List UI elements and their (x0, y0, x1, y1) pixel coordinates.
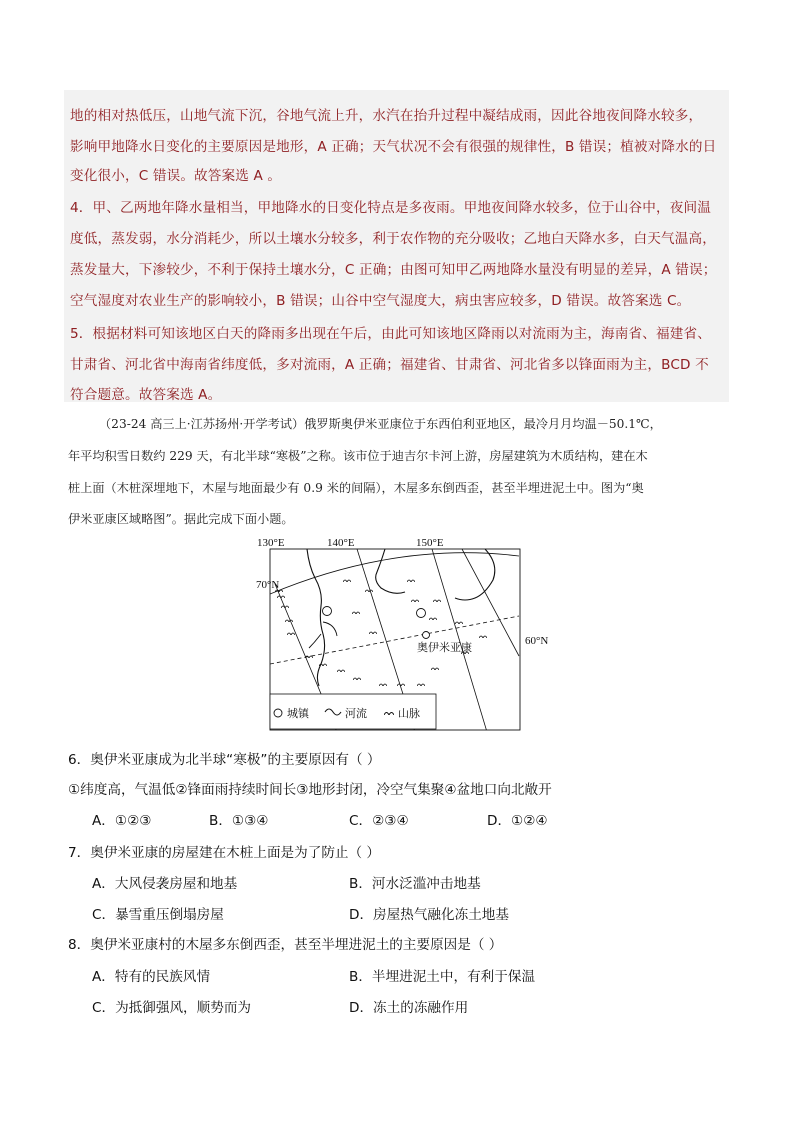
answer-line: 变化很小，C 错误。故答案选 A 。 (70, 168, 282, 184)
passage-line: 桩上面（木桩深埋地下，木屋与地面最少有 0.9 米的间隔），木屋多东倒西歪，甚至半埋进泥土中。图为“奥 (68, 481, 644, 495)
answer-line: 符合题意。故答案选 A。 (70, 387, 222, 403)
q6-option-a[interactable]: A．①②③ (92, 813, 152, 829)
answer-line: 蒸发量大，下渗较少，不利于保持土壤水分，C 正确；由图可知甲乙两地降水量没有明显的差异，A 错误； (70, 262, 717, 278)
answer-line: 5．根据材料可知该地区白天的降雨多出现在午后，由此可知该地区降雨以对流雨为主，海南省、福建省、 (70, 326, 712, 342)
legend-town-icon (274, 709, 282, 717)
answer-line: 空气湿度对农业生产的影响较小，B 错误；山谷中空气湿度大，病虫害应较多，D 错误。故答案选 C。 (70, 293, 691, 309)
q8-option-a[interactable]: A．特有的民族风情 (92, 969, 211, 985)
legend-mountain-label: 山脉 (398, 708, 420, 720)
town-marker (417, 609, 426, 618)
q7-option-a[interactable]: A．大风侵袭房屋和地基 (92, 876, 238, 892)
question-7-stem: 7．奥伊米亚康的房屋建在木桩上面是为了防止（ ） (68, 845, 381, 861)
lat-label-70n: 70°N (256, 579, 280, 591)
legend-town-label: 城镇 (287, 708, 309, 720)
answer-line: 甘肃省、河北省中海南省纬度低，多对流雨，A 正确；福建省、甘肃省、河北省多以锋面雨为主，BCD 不 (70, 357, 709, 373)
q7-option-b[interactable]: B．河水泛滥冲击地基 (349, 876, 481, 892)
q8-option-b[interactable]: B．半埋进泥土中，有利于保温 (349, 969, 536, 985)
q7-option-d[interactable]: D．房屋热气融化冻土地基 (349, 907, 509, 923)
question-6-statements: ①纬度高，气温低②锋面雨持续时间长③地形封闭，冷空气集聚④盆地口向北敞开 (68, 782, 552, 798)
town-marker (323, 607, 332, 616)
answer-line: 影响甲地降水日变化的主要原因是地形，A 正确；天气状况不会有很强的规律性，B 错误；植被对降水的日 (70, 139, 717, 155)
lat-label-60n: 60°N (525, 635, 549, 647)
q6-option-b[interactable]: B．①③④ (209, 813, 269, 829)
legend-river-label: 河流 (345, 708, 367, 720)
town-label: 奥伊米亚康 (417, 642, 472, 654)
oymyakon-region-map (256, 536, 549, 732)
passage-line: 年平均积雪日数约 229 天，有北半球“寒极”之称。该市位于迪吉尔卡河上游，房屋建筑为木质结构，建在木 (68, 449, 648, 463)
answer-line: 地的相对热低压，山地气流下沉，谷地气流上升，水汽在抬升过程中凝结成雨，因此谷地夜间降水较多， (70, 108, 703, 124)
q8-option-d[interactable]: D．冻土的冻融作用 (349, 1000, 469, 1016)
lon-label-130e: 130°E (257, 537, 285, 549)
answer-line: 4．甲、乙两地年降水量相当，甲地降水的日变化特点是多夜雨。甲地夜间降水较多，位于山谷中，夜间温 (70, 200, 712, 216)
q6-option-d[interactable]: D．①②④ (487, 813, 548, 829)
oymyakon-town-marker (423, 632, 430, 639)
lon-label-150e: 150°E (416, 537, 444, 549)
passage-line: （23-24 高三上·江苏扬州·开学考试）俄罗斯奥伊米亚康位于东西伯利亚地区，最冷月月均温－50.1℃， (99, 417, 662, 431)
q8-option-c[interactable]: C．为抵御强风，顺势而为 (92, 1000, 252, 1016)
passage-line: 伊米亚康区域略图”。据此完成下面小题。 (68, 512, 294, 526)
q7-option-c[interactable]: C．暴雪重压倒塌房屋 (92, 907, 224, 923)
lon-label-140e: 140°E (327, 537, 355, 549)
question-6-stem: 6．奥伊米亚康成为北半球“寒极”的主要原因有（ ） (68, 752, 381, 768)
q6-option-c[interactable]: C．②③④ (349, 813, 409, 829)
answer-line: 度低，蒸发弱，水分消耗少，所以土壤水分较多，利于农作物的充分吸收；乙地白天降水多，白天气温高， (70, 231, 716, 247)
question-8-stem: 8．奥伊米亚康村的木屋多东倒西歪，甚至半埋进泥土的主要原因是（ ） (68, 937, 503, 953)
